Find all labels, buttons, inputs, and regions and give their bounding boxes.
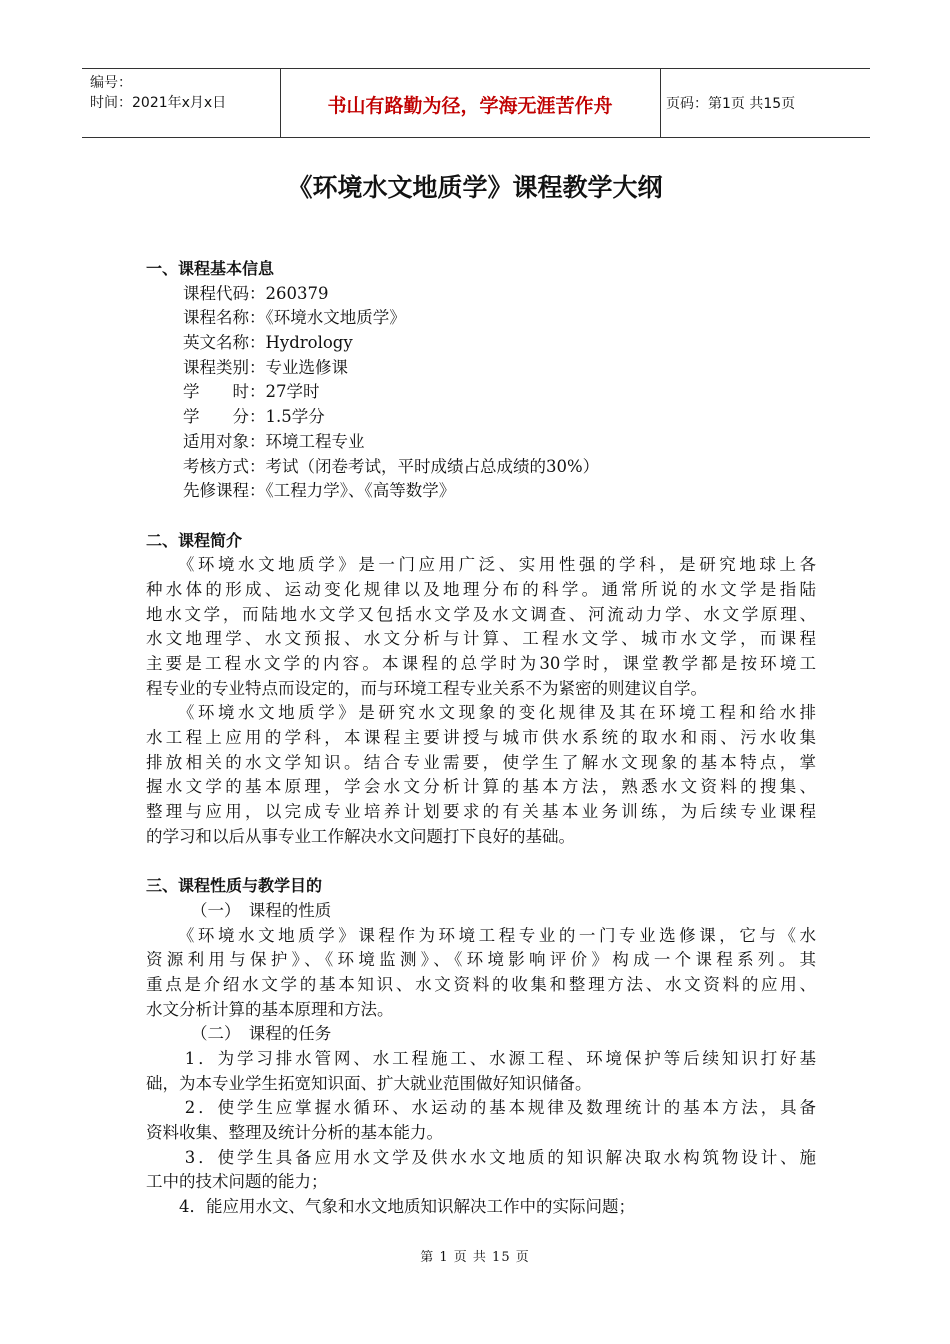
info-item: 课程名称：《环境水文地质学》 <box>183 308 406 328</box>
paragraph-line: 4．能应用水文、气象和水文地质知识解决工作中的实际问题； <box>146 1197 635 1217</box>
paragraph-line: 水工程上应用的学科，本课程主要讲授与城市供水系统的取水和雨、污水收集 <box>146 728 816 748</box>
section-heading: 三、课程性质与教学目的 <box>146 876 323 896</box>
page-header <box>82 68 870 138</box>
info-item: 课程代码：260379 <box>183 283 329 303</box>
paragraph-line: 《环境水文地质学》是一门应用广泛、实用性强的学科，是研究地球上各 <box>146 555 816 575</box>
info-item: 适用对象：环境工程专业 <box>183 431 365 451</box>
info-item: 考核方式：考试（闭卷考试，平时成绩占总成绩的30%） <box>183 456 600 476</box>
paragraph-line: 础，为本专业学生拓宽知识面、扩大就业范围做好知识储备。 <box>146 1073 592 1093</box>
info-item: 英文名称：Hydrology <box>183 333 353 353</box>
document-title: 《环境水文地质学》课程教学大纲 <box>287 173 663 202</box>
paragraph-line: 水文分析计算的基本原理和方法。 <box>146 999 394 1019</box>
paragraph-line: 资源利用与保护》、《环境监测》、《环境影响评价》构成一个课程系列。其 <box>146 950 816 970</box>
page-footer: 第 1 页 共 15 页 <box>420 1250 530 1265</box>
paragraph-line: 重点是介绍水文学的基本知识、水文资料的收集和整理方法、水文资料的应用、 <box>146 974 816 994</box>
document-number-label: 编号： <box>90 75 132 91</box>
paragraph-line: 2．使学生应掌握水循环、水运动的基本规律及数理统计的基本方法，具备 <box>146 1098 816 1118</box>
subsection-heading: （一） 课程的性质 <box>191 900 332 920</box>
section-heading: 一、课程基本信息 <box>146 259 275 278</box>
paragraph-line: 《环境水文地质学》是研究水文现象的变化规律及其在环境工程和给水排 <box>146 703 816 723</box>
paragraph-line: 主要是工程水文学的内容。本课程的总学时为30学时，课堂教学都是按环境工 <box>146 654 816 673</box>
paragraph-line: 排放相关的水文学知识。结合专业需要，使学生了解水文现象的基本特点，掌 <box>146 752 816 772</box>
info-item: 学 时：27学时 <box>183 382 320 402</box>
paragraph-line: 的学习和以后从事专业工作解决水文问题打下良好的基础。 <box>146 826 575 846</box>
header-page-info: 页码：第1页 共15页 <box>666 96 796 112</box>
paragraph-line: 3．使学生具备应用水文学及供水水文地质的知识解决取水构筑物设计、施 <box>146 1147 816 1167</box>
info-item: 先修课程：《工程力学》、《高等数学》 <box>183 481 456 501</box>
paragraph-line: 资料收集、整理及统计分析的基本能力。 <box>146 1123 443 1143</box>
paragraph-line: 1．为学习排水管网、水工程施工、水源工程、环境保护等后续知识打好基 <box>146 1049 816 1068</box>
paragraph-line: 种水体的形成、运动变化规律以及地理分布的科学。通常所说的水文学是指陆 <box>146 579 816 599</box>
document-date: 时间：2021年x月x日 <box>90 95 227 111</box>
paragraph-line: 程专业的专业特点而设定的，而与环境工程专业关系不为紧密的则建议自学。 <box>146 678 707 698</box>
paragraph-line: 整理与应用，以完成专业培养计划要求的有关基本业务训练，为后续专业课程 <box>146 802 816 822</box>
paragraph-line: 地水文学，而陆地水文学又包括水文学及水文调查、河流动力学、水文学原理、 <box>146 604 816 624</box>
paragraph-line: 《环境水文地质学》课程作为环境工程专业的一门专业选修课，它与《水 <box>146 925 816 945</box>
paragraph-line: 水文地理学、水文预报、水文分析与计算、工程水文学、城市水文学，而课程 <box>146 629 816 649</box>
document-body <box>146 257 816 1220</box>
section-heading: 二、课程简介 <box>146 530 243 550</box>
paragraph-line: 工中的技术问题的能力； <box>146 1172 328 1192</box>
header-divider <box>660 69 661 137</box>
paragraph-line: 握水文学的基本原理，学会水文分析计算的基本方法，熟悉水文资料的搜集、 <box>146 777 816 797</box>
info-item: 学 分：1.5学分 <box>183 407 325 427</box>
header-motto: 书山有路勤为径，学海无涯苦作舟 <box>327 95 613 117</box>
info-item: 课程类别：专业选修课 <box>183 357 348 377</box>
header-meta <box>90 73 226 113</box>
subsection-heading: （二） 课程的任务 <box>191 1024 332 1044</box>
